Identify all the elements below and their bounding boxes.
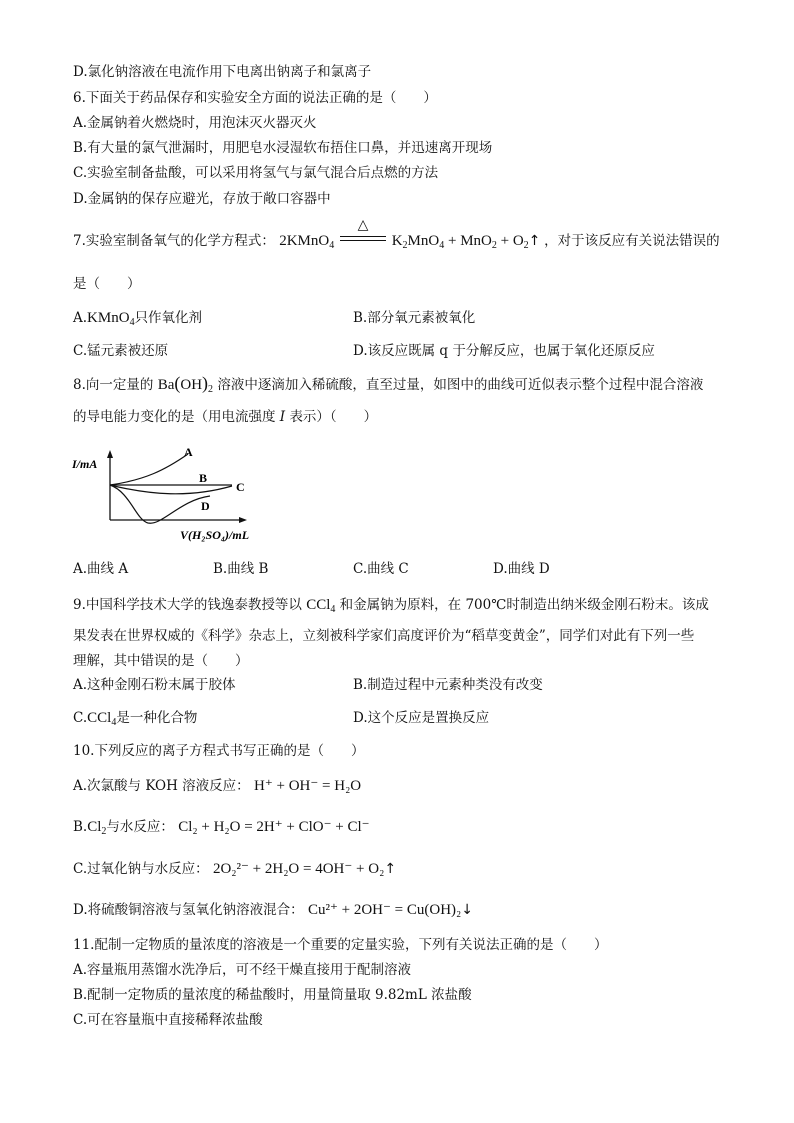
up-arrow-icon: ↑ xyxy=(384,861,397,877)
kmno4-text: KMnO xyxy=(87,310,130,326)
q11-option-c: C.可在容量瓶中直接稀释浓盐酸 xyxy=(73,1012,263,1028)
sub: 4 xyxy=(329,240,335,251)
q10-option-c xyxy=(73,860,396,878)
q9-stem-l3: 理解，其中错误的是（ ） xyxy=(73,653,249,669)
curve-c xyxy=(110,485,232,494)
sub: 4 xyxy=(330,604,336,615)
ccl4 xyxy=(87,710,116,726)
q9-stem-post: 和金属钠为原料，在 700℃时制造出纳米级金刚石粉末。该成 xyxy=(339,597,709,613)
x-axis-arrow-icon xyxy=(239,517,247,523)
down-arrow-icon: ↓ xyxy=(461,902,473,918)
graph-ylabel: I/mA xyxy=(72,457,98,471)
k2mno4-mno: MnO xyxy=(407,233,440,249)
q9c-text: 是一种化合物 xyxy=(116,710,198,726)
q8-stem-post: 溶液中逐滴加入稀硫酸，直至过量，如图中的曲线可近似表示整个过程中混合溶液 xyxy=(217,377,704,393)
q7-option-b: B.部分氧元素被氧化 xyxy=(353,310,476,326)
sub: 4 xyxy=(439,240,445,251)
sub: 2 xyxy=(208,384,214,395)
q9-option-b: B.制造过程中元素种类没有改变 xyxy=(353,677,543,693)
q10b-equation: Cl₂ + H₂O = 2H⁺ + ClO⁻ + Cl⁻ xyxy=(178,819,370,835)
sub: 4 xyxy=(129,317,135,328)
q8-option-c: C.曲线 C xyxy=(353,561,409,577)
q9c-label: C. xyxy=(73,710,88,726)
q11-stem: 11.配制一定物质的量浓度的溶液是一个重要的定量实验，下列有关说法正确的是（ ） xyxy=(73,937,608,953)
y-axis-arrow-icon xyxy=(107,450,113,458)
q9-option-c xyxy=(73,709,197,727)
mno2: MnO xyxy=(460,233,492,249)
sub: 2 xyxy=(402,240,408,251)
q8-stem xyxy=(73,374,703,394)
q7-option-a xyxy=(73,309,202,327)
q7a-label: A. xyxy=(73,310,88,326)
q7-option-c: C.锰元素被还原 xyxy=(73,343,169,359)
sub: 2 xyxy=(101,826,107,837)
q6-option-b: B.有大量的氯气泄漏时，用肥皂水浸湿软布捂住口鼻，并迅速离开现场 xyxy=(73,140,493,156)
q10a-label: A.次氯酸与 KOH 溶液反应： xyxy=(73,778,250,794)
cl2 xyxy=(87,819,106,835)
q10c-label: C.过氧化钠与水反应： xyxy=(73,861,209,877)
sub: 2 xyxy=(491,240,497,251)
q9-option-a: A.这种金刚石粉末属于胶体 xyxy=(73,677,236,693)
q11-option-a: A.容量瓶用蒸馏水洗净后，可不经干燥直接用于配制溶液 xyxy=(73,962,412,978)
q10b-mid: 与水反应： xyxy=(106,819,174,835)
q9-option-d: D.这个反应是置换反应 xyxy=(353,710,490,726)
graph-xlabel: V(H₂SO₄)/mL xyxy=(180,528,250,542)
curve-a xyxy=(110,454,188,485)
up-arrow-icon: ↑ xyxy=(528,233,541,249)
q6-option-d: D.金属钠的保存应避光，存放于敞口容器中 xyxy=(73,191,331,207)
q7-equation xyxy=(279,217,544,251)
q6-option-a: A.金属钠着火燃烧时，用泡沫灭火器灭火 xyxy=(73,115,317,131)
q7-stem-cont: 是（ ） xyxy=(73,276,141,292)
q8-option-a: A.曲线 A xyxy=(73,561,129,577)
q8-option-d: D.曲线 D xyxy=(493,561,550,577)
sub: 2 xyxy=(523,240,529,251)
q10d-label: D.将硫酸铜溶液与氢氧化钠溶液混合： xyxy=(73,902,304,918)
ccl4-text: CCl xyxy=(306,597,331,613)
q5-option-d: D.氯化钠溶液在电流作用下电离出钠离子和氯离子 xyxy=(73,64,372,80)
oh: OH xyxy=(180,377,203,393)
curve-d xyxy=(110,485,210,523)
heat-equals-sign: △ xyxy=(340,230,386,248)
curve-label-a: A xyxy=(184,445,193,459)
q6-stem: 6.下面关于药品保存和实验安全方面的说法正确的是（ ） xyxy=(73,90,437,106)
kmno4-reactant: 2KMnO xyxy=(279,233,330,249)
q10b-label: B. xyxy=(73,819,88,835)
plus: + xyxy=(500,233,510,249)
q10d-equation: Cu²⁺ + 2OH⁻ = Cu(OH)₂ xyxy=(307,902,462,918)
curve-label-d: D xyxy=(201,499,210,513)
q8-cont-i: I xyxy=(279,409,286,425)
q10-option-b xyxy=(73,818,370,836)
q8-cont-post: 表示）（ ） xyxy=(289,409,378,425)
q10-option-a xyxy=(73,777,361,795)
curve-label-c: C xyxy=(236,480,245,494)
q7-stem-pre: 7.实验室制备氧气的化学方程式： xyxy=(73,233,275,249)
q9-stem xyxy=(73,596,709,614)
conductivity-graph xyxy=(70,440,270,550)
plus: + xyxy=(447,233,457,249)
ccl4-text: CCl xyxy=(87,710,112,726)
ba: Ba xyxy=(157,377,175,393)
q10-option-d xyxy=(73,901,473,919)
q8-stem-pre: 8.向一定量的 xyxy=(73,377,154,393)
q7a-text: 只作氧化剂 xyxy=(134,310,203,326)
q10-stem: 10.下列反应的离子方程式书写正确的是（ ） xyxy=(73,743,365,759)
k2mno4-k: K xyxy=(391,233,403,249)
q10c-equation: 2O₂²⁻ + 2H₂O = 4OH⁻ + O₂ xyxy=(212,861,385,877)
q7-option-d: D.该反应既属 q 于分解反应，也属于氧化还原反应 xyxy=(353,343,655,359)
q11-option-b: B.配制一定物质的量浓度的稀盐酸时，用量筒量取 9.82mL 浓盐酸 xyxy=(73,987,472,1003)
q8-stem-cont xyxy=(73,408,377,426)
q7-stem xyxy=(73,217,720,251)
ccl4 xyxy=(306,597,335,613)
o2: O xyxy=(512,233,524,249)
curve-label-b: B xyxy=(199,471,208,485)
q8-cont-pre: 的导电能力变化的是（用电流强度 xyxy=(73,409,276,425)
q6-option-c: C.实验室制备盐酸，可以采用将氢气与氯气混合后点燃的方法 xyxy=(73,165,439,181)
q7-stem-post: ，对于该反应有关说法错误的 xyxy=(544,233,720,249)
q10a-equation: H⁺ + OH⁻ = H₂O xyxy=(253,778,362,794)
sub: 4 xyxy=(111,717,117,728)
baoh2: $Ba(OH)_2$ xyxy=(157,373,214,395)
q9-stem-pre: 9.中国科学技术大学的钱逸泰教授等以 xyxy=(73,597,302,613)
kmno4 xyxy=(87,310,135,326)
cl2-text: Cl xyxy=(87,819,102,835)
q9-stem-l2: 果发表在世界权威的《科学》杂志上，立刻被科学家们高度评价为“稻草变黄金”，同学们对此有下列一些 xyxy=(73,628,695,644)
q8-option-b: B.曲线 B xyxy=(213,561,269,577)
